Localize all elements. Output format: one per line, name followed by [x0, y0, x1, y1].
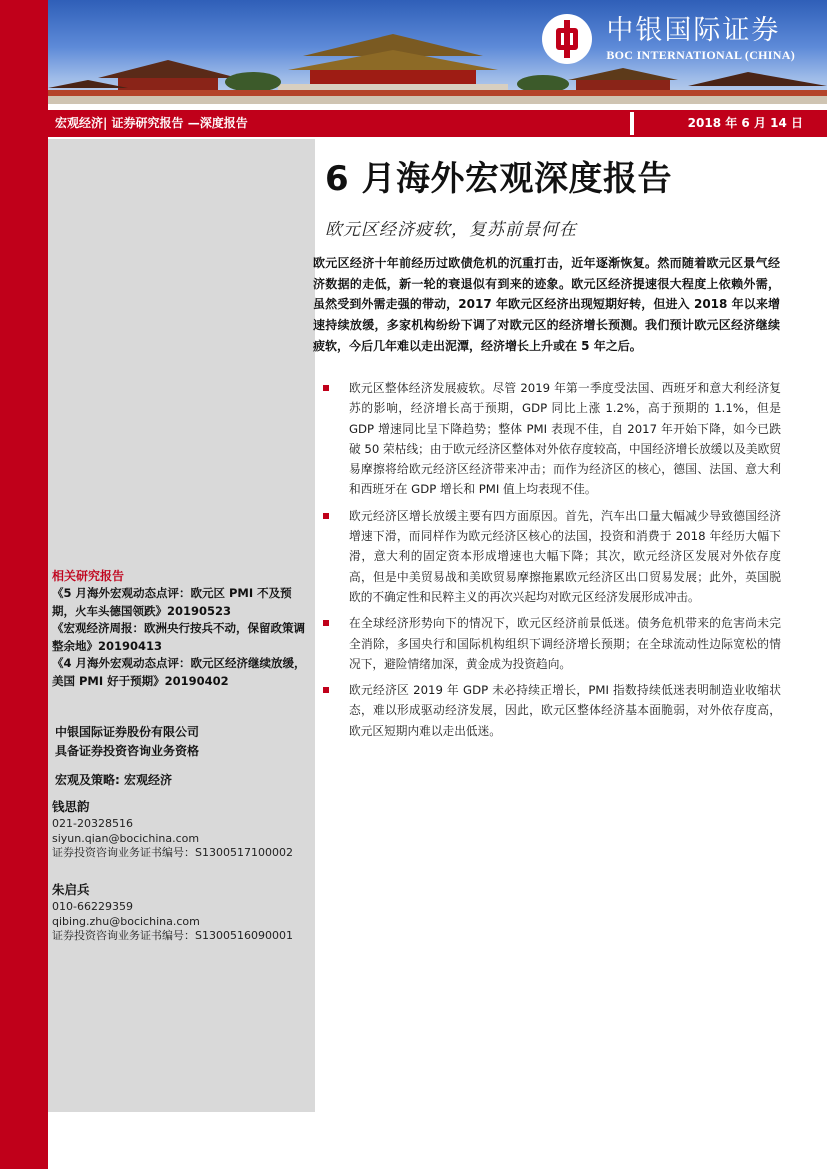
logo-chinese-name: 中银国际证券 [606, 15, 781, 46]
analyst-email[interactable]: qibing.zhu@bocichina.com [52, 914, 200, 928]
square-bullet-icon [323, 687, 329, 693]
analyst-phone: 010-66229359 [52, 900, 133, 913]
company-qualification: 具备证券投资咨询业务资格 [55, 744, 200, 758]
report-category: 宏观经济| 证券研究报告 —深度报告 [48, 112, 630, 135]
report-summary: 欧元区经济十年前经历过欧债危机的沉重打击，近年逐渐恢复。然而随着欧元区景气经济数据的走低，新一轮的衰退似有到来的迹象。欧元区经济提速很大程度上依赖外需，虽然受到外需走强的带动，2017 年欧元区经济出现短期好转，但进入 2018 年以来增速持续放缓，多家机构纷纷下调了对欧元区的经济增长预测。我们预计欧元区经济继续疲软，今后几年难以走出泥潭，经济增长上升或在 5 年之后。 [313, 256, 780, 353]
analyst-card [52, 880, 293, 944]
strategy-label: 宏观及策略: 宏观经济 [55, 773, 172, 787]
header-banner [48, 0, 827, 104]
boci-logo [542, 14, 795, 64]
company-name: 中银国际证券股份有限公司 [55, 725, 200, 739]
related-report-item[interactable]: 《4 月海外宏观动态点评：欧元区经济继续放缓，美国 PMI 好于预期》20190402 [52, 656, 306, 688]
key-points-list [321, 378, 781, 747]
related-report-item[interactable]: 《宏观经济周报：欧洲央行按兵不动，保留政策调整余地》20190413 [52, 621, 305, 653]
key-point-text: 欧元经济区 2019 年 GDP 未必持续正增长，PMI 指数持续低迷表明制造业收缩状态，难以形成驱动经济发展，因此，欧元区整体经济基本面脆弱，对外依存度高，欧元区短期内难以走出低迷。 [349, 683, 781, 738]
analyst-email[interactable]: siyun.qian@bocichina.com [52, 831, 200, 845]
key-point-text: 欧元区整体经济发展疲软。尽管 2019 年第一季度受法国、西班牙和意大利经济复苏的影响，经济增长高于预期，GDP 同比上涨 1.2%，高于预期的 1.1%，但是 GDP 增速同比呈下降趋势；整体 PMI 表现不佳，自 2017 年开始下降，如今已跌破 50 荣枯线；由于欧元经济区整体对外依存度较高，中国经济增长放缓以及美欧贸易摩擦将给欧元经济区经济带来冲击；而作为经济区的核心，德国、法国、意大利和西班牙在 GDP 增长和 PMI 值上均表现不佳。 [349, 381, 781, 497]
report-subtitle: 欧元区经济疲软，复苏前景何在 [325, 220, 577, 240]
key-point-text: 欧元经济区增长放缓主要有四方面原因。首先，汽车出口量大幅减少导致德国经济增速下滑，而同样作为欧元经济区核心的法国，投资和消费于 2018 年经历大幅下滑，意大利的固定资本形成增速也大幅下降；其次，欧元经济区发展对外依存度高，但是中美贸易战和美欧贸易摩擦拖累欧元经济区出口贸易发展；此外，英国脱欧的不确定性和民粹主义的再次兴起均对欧元区经济发展形成冲击。 [349, 508, 781, 604]
key-point-text: 在全球经济形势向下的情况下，欧元区经济前景低迷。债务危机带来的危害尚未完全消除，多国央行和国际机构组织下调经济增长预期；在全球流动性边际宽松的情况下，避险情绪加深，黄金成为投资趋向。 [349, 616, 781, 671]
report-date: 2018 年 6 月 14 日 [634, 112, 827, 135]
key-point-item [321, 680, 781, 741]
square-bullet-icon [323, 620, 329, 626]
logo-english-name: BOC INTERNATIONAL (CHINA) [606, 48, 795, 62]
square-bullet-icon [323, 513, 329, 519]
analyst-phone: 021-20328516 [52, 817, 133, 830]
key-point-item [321, 506, 781, 607]
related-reports-list [52, 585, 310, 690]
company-info [55, 723, 199, 761]
category-bar [48, 110, 827, 137]
analyst-name: 朱启兵 [52, 882, 90, 897]
related-reports-title: 相关研究报告 [52, 569, 125, 583]
analyst-license: 证券投资咨询业务证书编号：S1300517100002 [52, 846, 293, 859]
key-point-item [321, 613, 781, 674]
key-point-item [321, 378, 781, 500]
boc-emblem-icon [542, 14, 592, 64]
left-red-band [0, 0, 48, 1169]
analyst-card [52, 797, 293, 861]
analyst-license: 证券投资咨询业务证书编号：S1300516090001 [52, 929, 293, 942]
related-report-item[interactable]: 《5 月海外宏观动态点评：欧元区 PMI 不及预期，火车头德国领跌》20190523 [52, 586, 292, 618]
analyst-name: 钱思韵 [52, 799, 90, 814]
square-bullet-icon [323, 385, 329, 391]
report-title: 6 月海外宏观深度报告 [325, 159, 672, 199]
